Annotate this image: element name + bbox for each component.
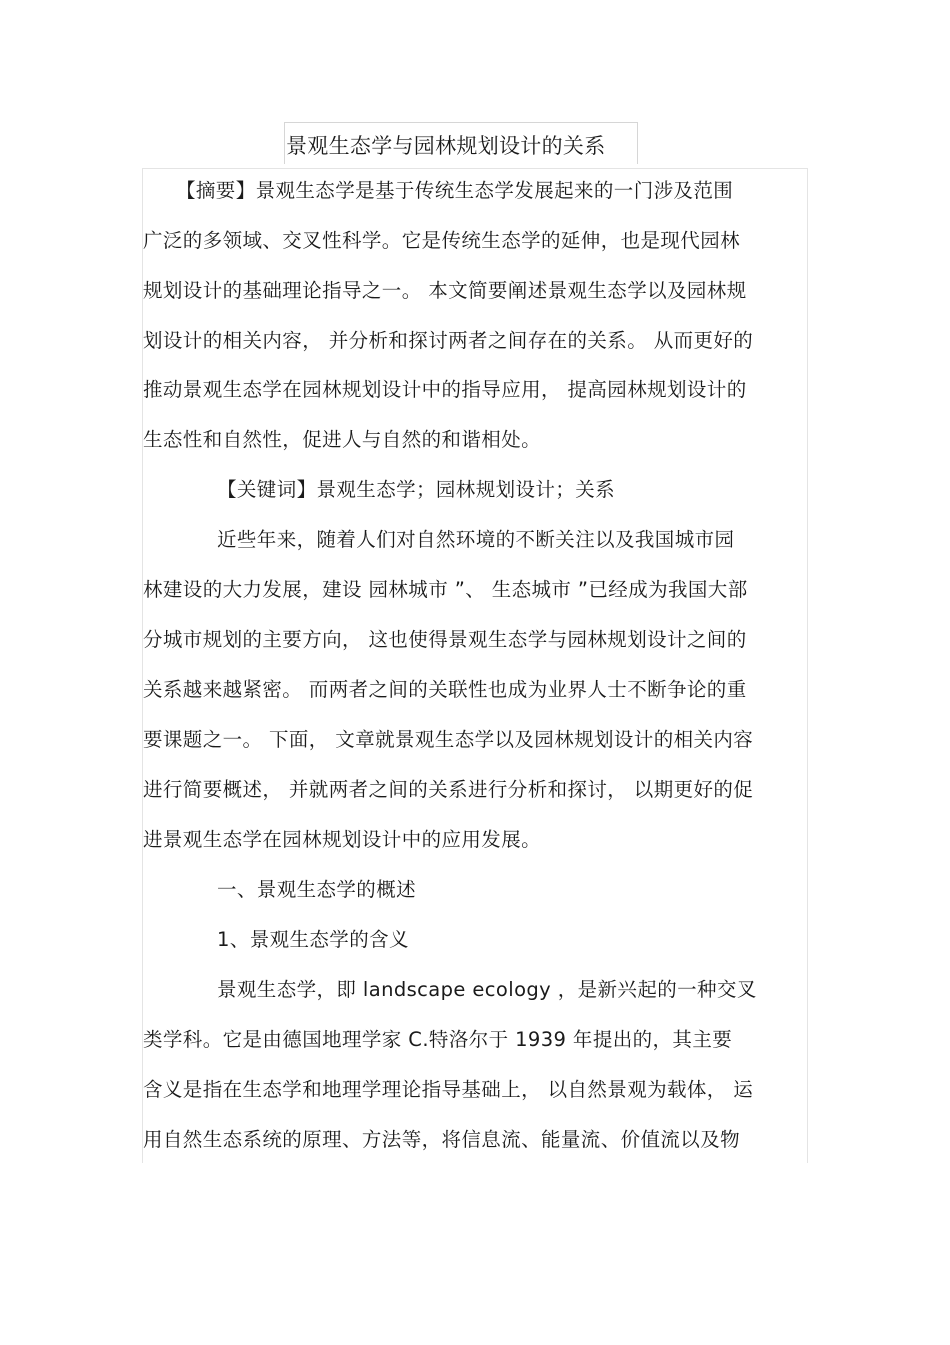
abstract-line-1: 【摘要】景观生态学是基于传统生态学发展起来的一门涉及范围 xyxy=(176,179,734,202)
subsection-heading: 1、景观生态学的含义 xyxy=(217,928,409,951)
definition-line-4: 用自然生态系统的原理、方法等，将信息流、能量流、价值流以及物 xyxy=(143,1128,741,1151)
body-frame xyxy=(142,168,808,1163)
section-heading: 一、景观生态学的概述 xyxy=(217,878,417,901)
paragraph-line-3: 分城市规划的主要方向， 这也使得景观生态学与园林规划设计之间的 xyxy=(143,628,747,651)
keywords-line: 【关键词】景观生态学；园林规划设计；关系 xyxy=(217,478,616,501)
definition-line-2: 类学科。它是由德国地理学家 C.特洛尔于 1939 年提出的，其主要 xyxy=(143,1028,733,1051)
abstract-line-6: 生态性和自然性，促进人与自然的和谐相处。 xyxy=(143,428,542,451)
paragraph-line-7: 进景观生态学在园林规划设计中的应用发展。 xyxy=(143,828,542,851)
paragraph-line-2: 林建设的大力发展，建设 园林城市 ”、 生态城市 ”已经成为我国大部 xyxy=(143,578,748,601)
abstract-line-3: 规划设计的基础理论指导之一。 本文简要阐述景观生态学以及园林规 xyxy=(143,279,747,302)
abstract-line-2: 广泛的多领域、交叉性科学。它是传统生态学的延伸，也是现代园林 xyxy=(143,229,741,252)
definition-line-3: 含义是指在生态学和地理学理论指导基础上， 以自然景观为载体， 运 xyxy=(143,1078,754,1101)
paragraph-line-1: 近些年来，随着人们对自然环境的不断关注以及我国城市园 xyxy=(217,528,735,551)
definition-line-1: 景观生态学，即 landscape ecology ，是新兴起的一种交叉 xyxy=(217,978,757,1001)
paragraph-line-4: 关系越来越紧密。 而两者之间的关联性也成为业界人士不断争论的重 xyxy=(143,678,747,701)
abstract-line-5: 推动景观生态学在园林规划设计中的指导应用， 提高园林规划设计的 xyxy=(143,378,747,401)
paragraph-line-6: 进行简要概述， 并就两者之间的关系进行分析和探讨， 以期更好的促 xyxy=(143,778,754,801)
abstract-line-4: 划设计的相关内容， 并分析和探讨两者之间存在的关系。 从而更好的 xyxy=(143,329,754,352)
document-title: 景观生态学与园林规划设计的关系 xyxy=(286,134,606,158)
paragraph-line-5: 要课题之一。 下面， 文章就景观生态学以及园林规划设计的相关内容 xyxy=(143,728,754,751)
